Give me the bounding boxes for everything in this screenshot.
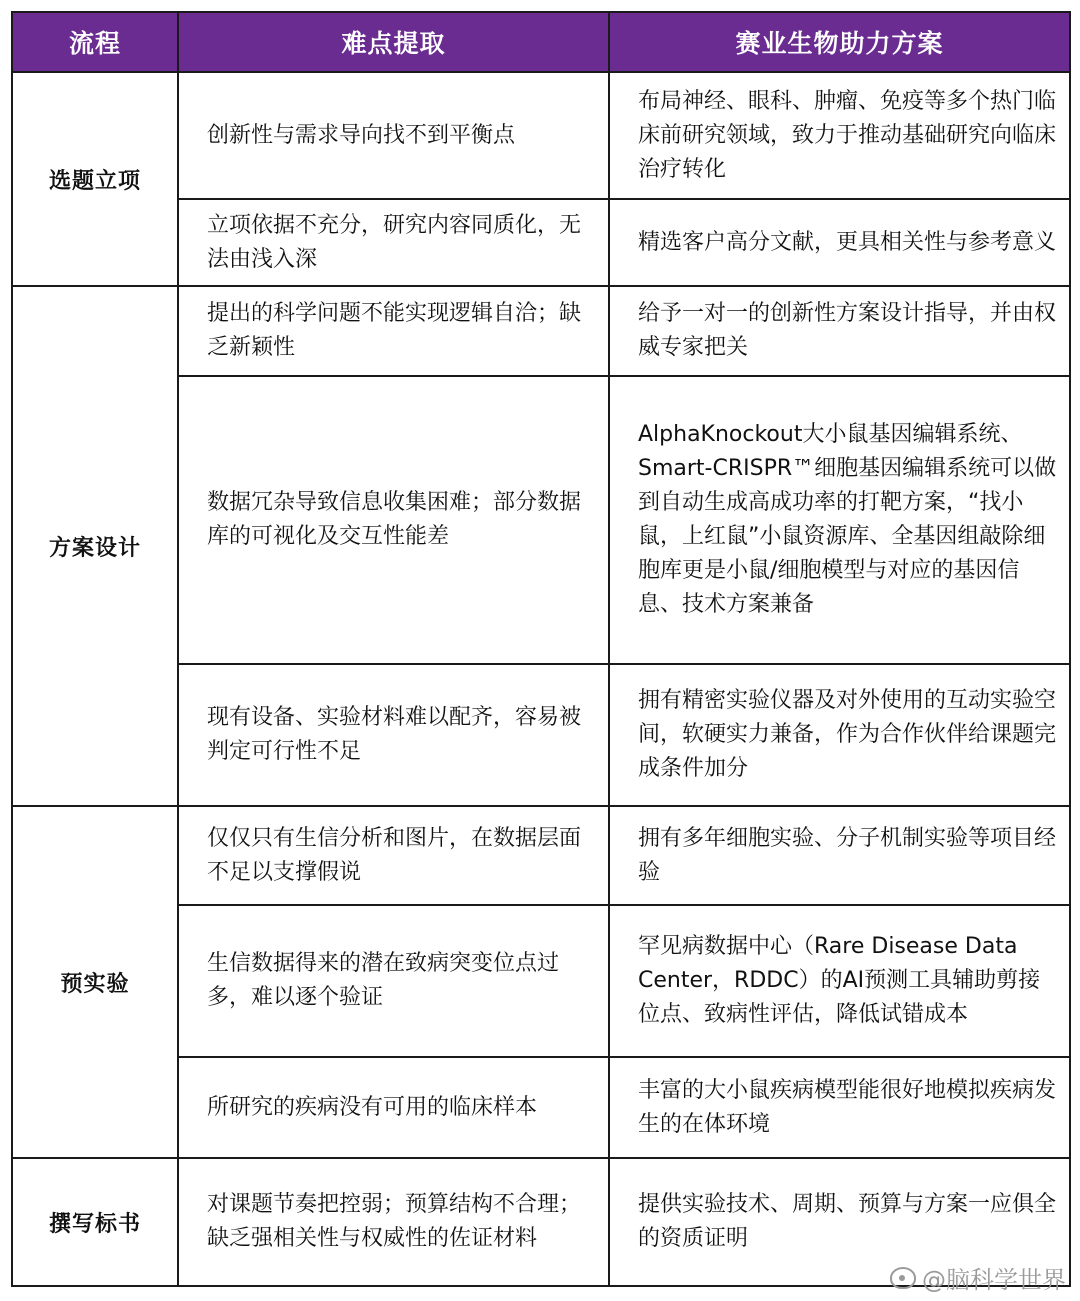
- solution-cell: AlphaKnockout大小鼠基因编辑系统、Smart-CRISPR™细胞基因编辑系统可以做到自动生成高成功率的打靶方案，“找小鼠，上红鼠”小鼠资源库、全基因组敲除细胞库更是小鼠/细胞模型与对应的基因信息、技术方案兼备: [609, 376, 1070, 664]
- solution-cell: 拥有多年细胞实验、分子机制实验等项目经验: [609, 806, 1070, 905]
- watermark-text: @脑科学世界: [922, 1266, 1066, 1294]
- table-header-row: [12, 12, 1070, 72]
- table-row: [12, 806, 1070, 905]
- difficulty-cell: 生信数据得来的潜在致病突变位点过多，难以逐个验证: [178, 905, 609, 1057]
- stage-cell: 选题立项: [12, 72, 178, 286]
- difficulty-cell: 现有设备、实验材料难以配齐，容易被判定可行性不足: [178, 664, 609, 806]
- solution-cell: 精选客户高分文献，更具相关性与参考意义: [609, 199, 1070, 286]
- weibo-icon: [890, 1267, 916, 1289]
- process-table: [11, 11, 1071, 1287]
- solution-cell: 给予一对一的创新性方案设计指导，并由权威专家把关: [609, 286, 1070, 376]
- difficulty-cell: 创新性与需求导向找不到平衡点: [178, 72, 609, 199]
- solution-cell: 布局神经、眼科、肿瘤、免疫等多个热门临床前研究领域，致力于推动基础研究向临床治疗转化: [609, 72, 1070, 199]
- watermark: [890, 1260, 1066, 1295]
- difficulty-cell: 所研究的疾病没有可用的临床样本: [178, 1057, 609, 1158]
- header-difficulty: 难点提取: [178, 12, 609, 72]
- difficulty-cell: 仅仅只有生信分析和图片，在数据层面不足以支撑假说: [178, 806, 609, 905]
- solution-cell: 提供实验技术、周期、预算与方案一应俱全的资质证明: [609, 1158, 1070, 1286]
- difficulty-cell: 立项依据不充分，研究内容同质化，无法由浅入深: [178, 199, 609, 286]
- solution-cell: 罕见病数据中心（Rare Disease Data Center，RDDC）的AI预测工具辅助剪接位点、致病性评估，降低试错成本: [609, 905, 1070, 1057]
- table-row: [12, 72, 1070, 199]
- difficulty-cell: 提出的科学问题不能实现逻辑自洽；缺乏新颖性: [178, 286, 609, 376]
- stage-cell: 预实验: [12, 806, 178, 1158]
- stage-cell: 撰写标书: [12, 1158, 178, 1286]
- solution-cell: 拥有精密实验仪器及对外使用的互动实验空间，软硬实力兼备，作为合作伙伴给课题完成条件加分: [609, 664, 1070, 806]
- difficulty-cell: 对课题节奏把控弱；预算结构不合理；缺乏强相关性与权威性的佐证材料: [178, 1158, 609, 1286]
- header-stage: 流程: [12, 12, 178, 72]
- stage-cell: 方案设计: [12, 286, 178, 806]
- solution-cell: 丰富的大小鼠疾病模型能很好地模拟疾病发生的在体环境: [609, 1057, 1070, 1158]
- header-solution: 赛业生物助力方案: [609, 12, 1070, 72]
- difficulty-cell: 数据冗杂导致信息收集困难；部分数据库的可视化及交互性能差: [178, 376, 609, 664]
- table-row: [12, 286, 1070, 376]
